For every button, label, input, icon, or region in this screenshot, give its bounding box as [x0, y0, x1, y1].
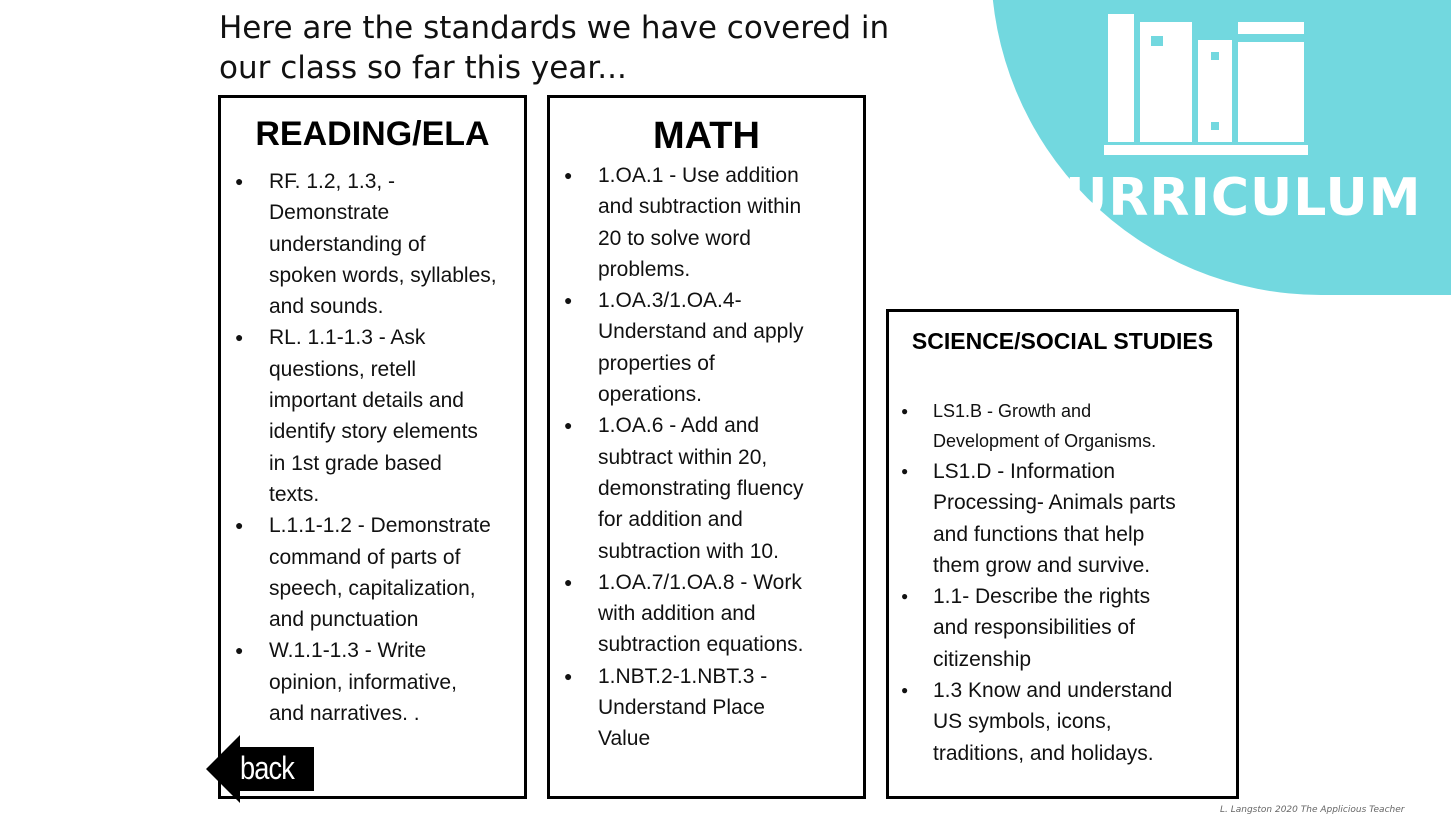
list-item: ● 1.OA.3/1.OA.4- Understand and apply properties of operations.: [598, 285, 863, 410]
intro-line-2: our class so far this year...: [219, 50, 627, 86]
intro-line-1: Here are the standards we have covered in: [219, 10, 890, 46]
list-item: ● RL. 1.1-1.3 - Ask questions, retell important details and identify story elements in 1st grade based texts.: [269, 322, 524, 510]
list-item: ● 1.1- Describe the rights and responsibilities of citizenship: [933, 581, 1236, 675]
math-list: [550, 160, 863, 755]
credit-text: L. Langston 2020 The Applicious Teacher: [1220, 805, 1405, 815]
list-item: ● 1.NBT.2-1.NBT.3 - Understand Place Value: [598, 661, 863, 755]
list-item: ● 1.3 Know and understand US symbols, icons, traditions, and holidays.: [933, 675, 1236, 769]
list-item: ● LS1.D - Information Processing- Animals parts and functions that help them grow and survive.: [933, 456, 1236, 581]
intro-heading: [219, 8, 919, 88]
list-item: ● LS1.B - Growth and Development of Organisms.: [933, 396, 1236, 456]
reading-ela-card: [218, 95, 527, 799]
list-item: ● 1.OA.6 - Add and subtract within 20, demonstrating fluency for addition and subtraction with 10.: [598, 410, 863, 566]
math-card: [547, 95, 866, 799]
list-item: ● 1.OA.1 - Use addition and subtraction within 20 to solve word problems.: [598, 160, 863, 285]
science-social-studies-card: [886, 309, 1239, 799]
back-button[interactable]: [206, 735, 316, 803]
list-item: ● RF. 1.2, 1.3, - Demonstrate understanding of spoken words, syllables, and sounds.: [269, 166, 524, 322]
curriculum-logo-text: CURRICULUM: [1026, 168, 1422, 228]
reading-ela-title: READING/ELA: [255, 115, 490, 153]
list-item: ● 1.OA.7/1.OA.8 - Work with addition and subtraction equations.: [598, 567, 863, 661]
science-social-studies-title: SCIENCE/SOCIAL STUDIES: [911, 328, 1214, 354]
books-icon: [1000, 0, 1451, 300]
list-item: ● L.1.1-1.2 - Demonstrate command of parts of speech, capitalization, and punctuation: [269, 510, 524, 635]
back-button-label: back: [240, 750, 295, 786]
list-item: ● W.1.1-1.3 - Write opinion, informative, and narratives. .: [269, 635, 524, 729]
science-social-studies-list: [889, 380, 1236, 769]
math-title: MATH: [653, 115, 760, 157]
reading-ela-list: [221, 162, 524, 729]
